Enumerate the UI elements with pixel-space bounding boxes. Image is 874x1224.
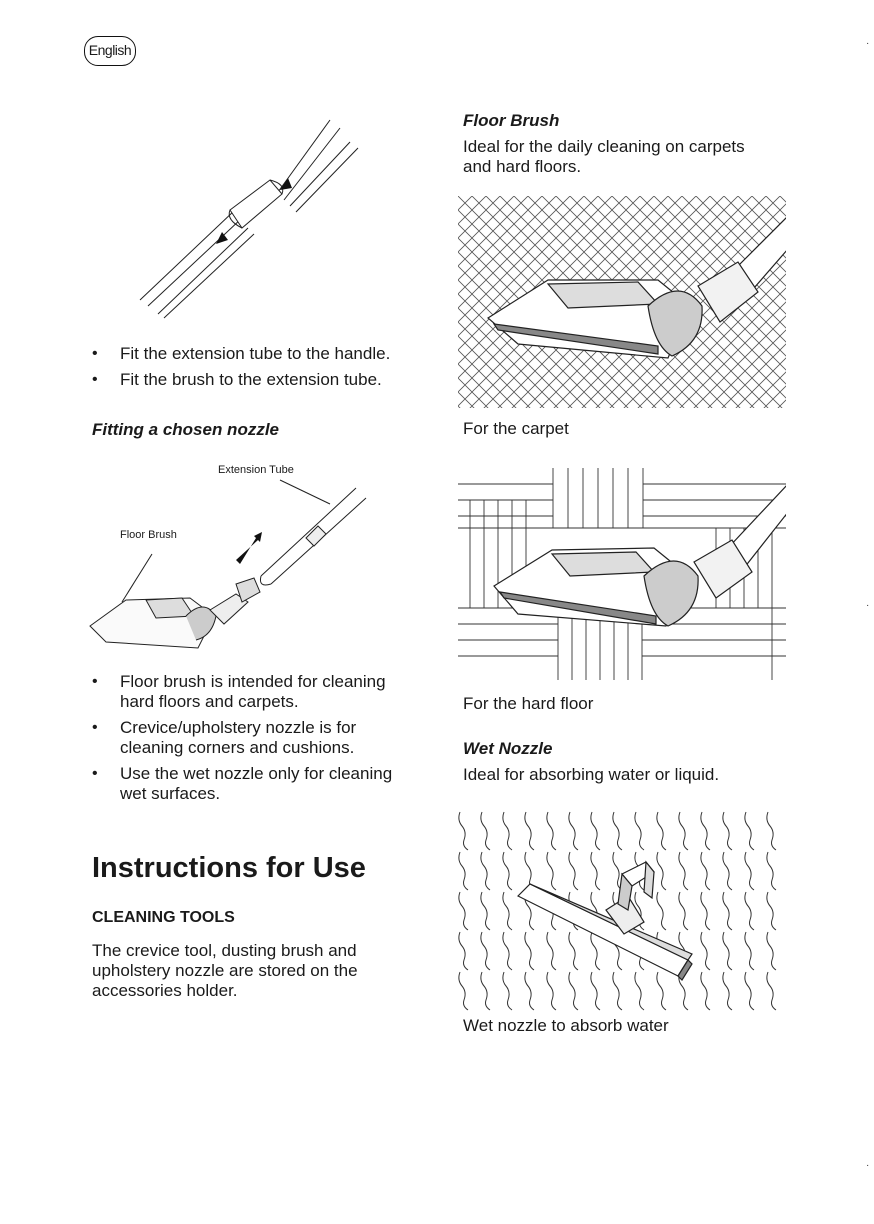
carpet-caption: For the carpet bbox=[463, 419, 569, 438]
water-stroke bbox=[591, 852, 600, 890]
wet-nozzle-caption: Wet nozzle to absorb water bbox=[463, 1016, 669, 1035]
water-stroke bbox=[745, 812, 754, 850]
cleaning-tools-title: CLEANING TOOLS bbox=[92, 909, 235, 926]
water-stroke bbox=[525, 932, 534, 970]
water-stroke bbox=[459, 852, 468, 890]
water-stroke bbox=[745, 892, 754, 930]
water-stroke bbox=[459, 812, 468, 850]
water-stroke bbox=[679, 892, 688, 930]
water-stroke bbox=[745, 932, 754, 970]
water-stroke bbox=[767, 812, 776, 850]
extension-tube-label: Extension Tube bbox=[218, 464, 294, 476]
water-stroke bbox=[459, 932, 468, 970]
water-stroke bbox=[635, 812, 644, 850]
water-stroke bbox=[481, 892, 490, 930]
water-stroke bbox=[723, 812, 732, 850]
water-stroke bbox=[745, 972, 754, 1010]
install-steps-list bbox=[92, 344, 422, 396]
water-stroke bbox=[701, 932, 710, 970]
floor-brush-heading: Floor Brush bbox=[463, 111, 560, 130]
floor-brush-text: Ideal for the daily cleaning on carpets and hard floors. bbox=[463, 137, 745, 176]
water-stroke bbox=[569, 812, 578, 850]
list-item: • Fit the extension tube to the handle. bbox=[92, 344, 422, 364]
list-item: • Use the wet nozzle only for cleaning wet surfaces. bbox=[92, 764, 412, 804]
wet-nozzle-text: Ideal for absorbing water or liquid. bbox=[463, 765, 720, 784]
water-stroke bbox=[657, 892, 666, 930]
water-stroke bbox=[701, 892, 710, 930]
list-item: • Fit the brush to the extension tube. bbox=[92, 370, 422, 390]
nozzle-usage-list bbox=[92, 672, 412, 810]
water-stroke bbox=[767, 852, 776, 890]
water-stroke bbox=[547, 932, 556, 970]
water-stroke bbox=[767, 972, 776, 1010]
water-stroke bbox=[723, 932, 732, 970]
water-stroke bbox=[745, 852, 754, 890]
wet-nozzle-heading: Wet Nozzle bbox=[463, 739, 553, 758]
water-stroke bbox=[701, 852, 710, 890]
water-stroke bbox=[657, 852, 666, 890]
wet-nozzle-illustration bbox=[456, 810, 786, 1010]
water-stroke bbox=[701, 812, 710, 850]
water-stroke bbox=[767, 892, 776, 930]
water-stroke bbox=[613, 812, 622, 850]
water-stroke bbox=[591, 932, 600, 970]
water-stroke bbox=[503, 852, 512, 890]
water-stroke bbox=[613, 972, 622, 1010]
water-stroke bbox=[723, 852, 732, 890]
water-stroke bbox=[525, 972, 534, 1010]
water-stroke bbox=[635, 972, 644, 1010]
water-stroke bbox=[767, 932, 776, 970]
water-stroke bbox=[481, 932, 490, 970]
water-stroke bbox=[547, 812, 556, 850]
water-stroke bbox=[503, 932, 512, 970]
water-stroke bbox=[503, 972, 512, 1010]
water-stroke bbox=[547, 852, 556, 890]
water-stroke bbox=[657, 812, 666, 850]
water-stroke bbox=[679, 812, 688, 850]
water-stroke bbox=[723, 972, 732, 1010]
fitting-nozzle-heading: Fitting a chosen nozzle bbox=[92, 420, 280, 439]
section-title: Instructions for Use bbox=[92, 852, 366, 884]
water-stroke bbox=[525, 812, 534, 850]
water-stroke bbox=[503, 812, 512, 850]
list-item: • Crevice/upholstery nozzle is for cleaning corners and cushions. bbox=[92, 718, 412, 758]
water-stroke bbox=[723, 892, 732, 930]
water-stroke bbox=[459, 972, 468, 1010]
water-stroke bbox=[591, 812, 600, 850]
water-stroke bbox=[547, 972, 556, 1010]
water-stroke bbox=[569, 972, 578, 1010]
water-stroke bbox=[459, 892, 468, 930]
water-stroke bbox=[481, 812, 490, 850]
water-stroke bbox=[569, 852, 578, 890]
extension-tube-illustration bbox=[130, 110, 370, 330]
page-edge-mark: · bbox=[866, 600, 870, 611]
hard-floor-caption: For the hard floor bbox=[463, 694, 594, 713]
nozzle-fitting-illustration bbox=[86, 476, 386, 666]
water-stroke bbox=[569, 932, 578, 970]
page-edge-mark: · bbox=[866, 38, 870, 49]
water-stroke bbox=[679, 852, 688, 890]
carpet-brush-illustration bbox=[458, 196, 786, 408]
water-stroke bbox=[591, 972, 600, 1010]
water-stroke bbox=[481, 852, 490, 890]
water-stroke bbox=[657, 972, 666, 1010]
hard-floor-brush-illustration bbox=[458, 468, 786, 680]
water-stroke bbox=[481, 972, 490, 1010]
water-stroke bbox=[503, 892, 512, 930]
cleaning-tools-text: The crevice tool, dusting brush and upholstery nozzle are stored on the accessories holder. bbox=[92, 941, 358, 1000]
water-stroke bbox=[701, 972, 710, 1010]
floor-brush-label: Floor Brush bbox=[120, 529, 177, 541]
page-edge-mark: · bbox=[866, 1160, 870, 1171]
language-badge: English bbox=[84, 36, 136, 66]
list-item: • Floor brush is intended for cleaning hard floors and carpets. bbox=[92, 672, 412, 712]
